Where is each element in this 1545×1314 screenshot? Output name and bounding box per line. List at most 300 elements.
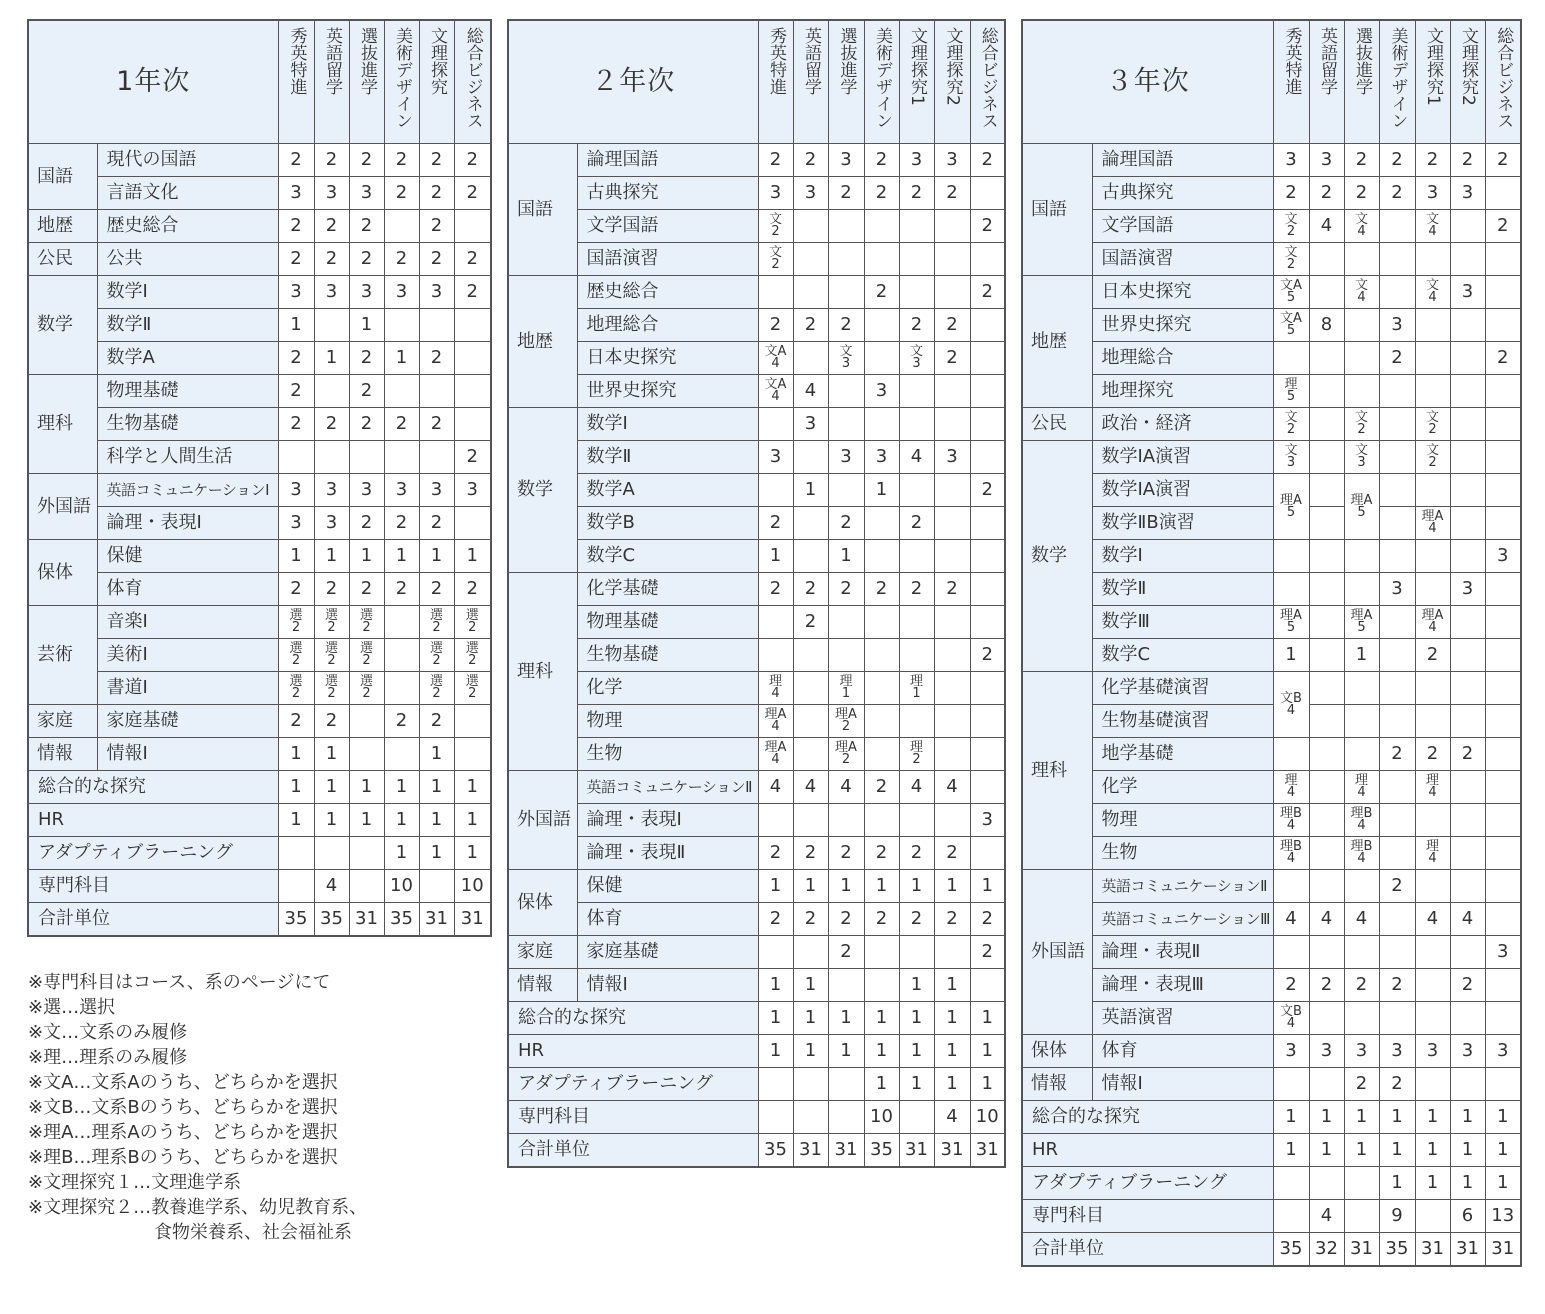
credit-cell: 1 <box>278 738 314 771</box>
credit-cell: 1 <box>1485 1101 1521 1134</box>
credit-cell <box>1415 507 1450 540</box>
credit-cell: 1 <box>419 738 454 771</box>
credit-note: 文 3 <box>909 344 923 371</box>
credit-cell <box>828 1101 864 1134</box>
credit-note: 文A 4 <box>764 344 787 371</box>
subject-category: 地歴 <box>28 210 97 243</box>
subject-name: 数学ⅡB演習 <box>1092 507 1273 540</box>
credit-cell: 1 <box>349 309 384 342</box>
subject-name: 数学ⅠA演習 <box>1092 474 1273 507</box>
credit-cell <box>934 639 970 672</box>
credit-cell <box>970 573 1005 606</box>
credit-cell <box>1379 243 1415 276</box>
table-row <box>1022 1002 1521 1035</box>
credit-cell: 2 <box>1415 639 1450 672</box>
credit-cell: 2 <box>278 705 314 738</box>
credit-cell: 2 <box>314 243 349 276</box>
credit-cell <box>1415 969 1450 1002</box>
credit-cell <box>1485 870 1521 903</box>
credit-cell <box>349 441 384 474</box>
credit-cell: 31 <box>419 903 454 937</box>
credit-cell: 1 <box>970 1035 1005 1068</box>
credit-cell <box>454 672 491 705</box>
credit-cell <box>1485 903 1521 936</box>
row-label: HR <box>28 804 278 837</box>
credit-cell <box>1309 936 1344 969</box>
subject-name: 論理・表現Ⅱ <box>577 837 758 870</box>
credit-cell <box>758 936 793 969</box>
credit-cell <box>1415 474 1450 507</box>
subject-name: 古典探究 <box>1092 177 1273 210</box>
credit-cell: 2 <box>314 144 349 177</box>
credit-cell: 2 <box>349 210 384 243</box>
table-row <box>1022 1167 1521 1200</box>
credit-cell <box>1273 936 1309 969</box>
credit-cell: 35 <box>1273 1233 1309 1267</box>
course-header: 文理探究1 <box>899 20 934 144</box>
credit-cell <box>1485 408 1521 441</box>
credit-cell <box>758 375 793 408</box>
table-row <box>28 375 491 408</box>
subject-name: 化学基礎 <box>577 573 758 606</box>
credit-cell: 1 <box>1273 639 1309 672</box>
credit-cell <box>1344 837 1379 870</box>
subject-name: 数学Ⅱ <box>577 441 758 474</box>
credit-note: 文A 4 <box>764 377 787 404</box>
table-row <box>1022 705 1521 738</box>
credit-cell <box>384 672 419 705</box>
credit-cell <box>1273 870 1309 903</box>
credit-cell: 2 <box>828 903 864 936</box>
credit-cell <box>1379 441 1415 474</box>
credit-cell: 2 <box>454 177 491 210</box>
credit-cell: 2 <box>1379 342 1415 375</box>
table-row <box>1022 1101 1521 1134</box>
credit-cell: 3 <box>1450 177 1485 210</box>
subject-name: 情報Ⅰ <box>577 969 758 1002</box>
credit-cell: 2 <box>934 177 970 210</box>
credit-cell <box>864 936 899 969</box>
credit-cell: 3 <box>1379 309 1415 342</box>
credit-cell: 2 <box>758 903 793 936</box>
credit-cell: 3 <box>934 144 970 177</box>
credit-cell: 1 <box>828 1002 864 1035</box>
credit-cell <box>1379 375 1415 408</box>
credit-cell <box>1309 771 1344 804</box>
subject-name: 体育 <box>1092 1035 1273 1068</box>
credit-cell: 2 <box>864 177 899 210</box>
row-label: 専門科目 <box>508 1101 758 1134</box>
credit-cell <box>1415 705 1450 738</box>
credit-cell: 1 <box>419 837 454 870</box>
subject-name: 論理・表現Ⅱ <box>1092 936 1273 969</box>
subject-category: 数学 <box>508 408 577 573</box>
credit-cell: 2 <box>828 507 864 540</box>
table-row <box>508 243 1005 276</box>
credit-cell <box>314 639 349 672</box>
credit-note: 選 2 <box>289 641 303 668</box>
credit-cell: 10 <box>864 1101 899 1134</box>
credit-cell: 1 <box>384 540 419 573</box>
credit-cell <box>454 639 491 672</box>
credit-note: 理A 5 <box>1280 492 1302 520</box>
credit-cell <box>1415 573 1450 606</box>
credit-cell: 31 <box>970 1134 1005 1168</box>
year-title: ２年次 <box>508 20 758 144</box>
course-header: 秀英特進 <box>278 20 314 144</box>
credit-cell <box>278 870 314 903</box>
table-row <box>1022 243 1521 276</box>
credit-cell <box>1485 639 1521 672</box>
footnote-line: 食物栄養系、社会福祉系 <box>28 1222 352 1243</box>
credit-cell: 1 <box>419 771 454 804</box>
credit-cell <box>970 738 1005 771</box>
credit-note: 文 2 <box>1425 410 1439 437</box>
subject-name: 化学基礎演習 <box>1092 672 1273 705</box>
credit-cell: 2 <box>278 573 314 606</box>
credit-note: 理 1 <box>839 674 853 701</box>
table-row <box>28 540 491 573</box>
credit-cell <box>1309 474 1344 507</box>
credit-cell: 2 <box>419 210 454 243</box>
credit-cell <box>1344 672 1379 705</box>
table-row <box>1022 276 1521 309</box>
subject-name: 生物基礎演習 <box>1092 705 1273 738</box>
credit-cell: 2 <box>793 309 828 342</box>
table-row <box>1022 804 1521 837</box>
table-row <box>508 408 1005 441</box>
credit-cell <box>1415 540 1450 573</box>
credit-cell <box>793 936 828 969</box>
credit-cell <box>1415 276 1450 309</box>
credit-cell <box>1415 408 1450 441</box>
credit-cell: 2 <box>349 144 384 177</box>
credit-cell <box>1450 309 1485 342</box>
credit-cell: 2 <box>758 309 793 342</box>
credit-cell <box>1344 408 1379 441</box>
table-row <box>508 375 1005 408</box>
table-row <box>28 507 491 540</box>
credit-note: 選 2 <box>465 608 479 635</box>
credit-cell <box>970 342 1005 375</box>
credit-cell <box>1273 342 1309 375</box>
credit-note: 理A 5 <box>1280 608 1302 635</box>
credit-cell <box>454 342 491 375</box>
credit-cell <box>1450 771 1485 804</box>
credit-cell: 2 <box>349 375 384 408</box>
curriculum-table-year3 <box>1021 19 1522 1267</box>
subject-category: 保体 <box>1022 1035 1092 1068</box>
credit-cell: 35 <box>314 903 349 937</box>
credit-cell: 2 <box>758 837 793 870</box>
credit-cell: 2 <box>278 375 314 408</box>
credit-note: 選 2 <box>289 674 303 701</box>
row-label: 合計単位 <box>1022 1233 1273 1267</box>
subject-name: 政治・経済 <box>1092 408 1273 441</box>
credit-cell <box>349 870 384 903</box>
subject-category: 理科 <box>28 375 97 474</box>
credit-cell <box>758 1068 793 1101</box>
credit-cell <box>1379 639 1415 672</box>
credit-cell <box>1415 210 1450 243</box>
credit-cell <box>899 210 934 243</box>
credit-cell <box>758 606 793 639</box>
subject-category: 理科 <box>508 573 577 771</box>
credit-note: 選 2 <box>429 641 443 668</box>
table-row <box>1022 573 1521 606</box>
credit-cell: 1 <box>454 540 491 573</box>
credit-cell: 2 <box>934 342 970 375</box>
credit-cell: 2 <box>934 903 970 936</box>
subject-name: 地学基礎 <box>1092 738 1273 771</box>
credit-cell <box>1450 441 1485 474</box>
course-header: 総合ビジネス <box>970 20 1005 144</box>
credit-cell <box>1450 342 1485 375</box>
credit-cell: 3 <box>314 276 349 309</box>
table-row <box>508 903 1005 936</box>
table-row <box>1022 936 1521 969</box>
credit-cell <box>1344 1002 1379 1035</box>
credit-cell <box>934 276 970 309</box>
credit-cell: 2 <box>1344 969 1379 1002</box>
subject-name: 数学Ⅰ <box>97 276 278 309</box>
credit-cell: 2 <box>419 342 454 375</box>
subject-name: 体育 <box>97 573 278 606</box>
credit-cell: 3 <box>1309 1035 1344 1068</box>
credit-cell: 1 <box>970 870 1005 903</box>
credit-cell <box>758 474 793 507</box>
credit-cell: 3 <box>349 474 384 507</box>
credit-cell <box>419 639 454 672</box>
table-row <box>1022 1233 1521 1267</box>
credit-cell: 2 <box>828 837 864 870</box>
credit-cell <box>970 837 1005 870</box>
credit-note: 文 4 <box>1425 212 1439 239</box>
credit-cell <box>1309 276 1344 309</box>
table-row <box>508 276 1005 309</box>
credit-cell <box>454 309 491 342</box>
subject-name: 歴史総合 <box>577 276 758 309</box>
credit-cell <box>454 210 491 243</box>
credit-cell <box>278 639 314 672</box>
table-row <box>508 738 1005 771</box>
credit-cell: 2 <box>384 507 419 540</box>
credit-cell <box>1309 573 1344 606</box>
credit-cell: 2 <box>314 210 349 243</box>
subject-name: 日本史探究 <box>1092 276 1273 309</box>
table-row <box>1022 1035 1521 1068</box>
curriculum-table-year1 <box>27 19 492 937</box>
table-row <box>508 606 1005 639</box>
credit-cell: 4 <box>758 771 793 804</box>
subject-name: 英語演習 <box>1092 1002 1273 1035</box>
credit-cell: 1 <box>1379 1134 1415 1167</box>
credit-cell <box>1485 375 1521 408</box>
credit-cell: 3 <box>454 474 491 507</box>
credit-cell <box>864 969 899 1002</box>
credit-cell: 1 <box>278 804 314 837</box>
table-row <box>508 144 1005 177</box>
table-row <box>1022 507 1521 540</box>
credit-cell <box>1450 1002 1485 1035</box>
table-row <box>28 177 491 210</box>
table-row <box>28 210 491 243</box>
subject-name: 公共 <box>97 243 278 276</box>
credit-cell: 1 <box>384 342 419 375</box>
credit-cell: 2 <box>384 573 419 606</box>
credit-cell <box>899 1101 934 1134</box>
subject-name: 論理・表現Ⅰ <box>97 507 278 540</box>
credit-cell: 1 <box>793 1035 828 1068</box>
subject-name: 国語演習 <box>577 243 758 276</box>
credit-cell <box>384 309 419 342</box>
credit-cell: 1 <box>1450 1167 1485 1200</box>
credit-cell: 2 <box>454 243 491 276</box>
credit-cell <box>278 606 314 639</box>
credit-cell <box>864 210 899 243</box>
credit-cell: 31 <box>1485 1233 1521 1267</box>
credit-cell <box>793 441 828 474</box>
credit-cell: 2 <box>1309 969 1344 1002</box>
table-row <box>1022 540 1521 573</box>
credit-cell: 3 <box>1379 573 1415 606</box>
credit-cell <box>1344 342 1379 375</box>
credit-cell: 2 <box>970 639 1005 672</box>
credit-cell <box>864 738 899 771</box>
credit-cell: 1 <box>1415 1134 1450 1167</box>
table-row <box>28 342 491 375</box>
credit-note: 理B 4 <box>1350 839 1373 866</box>
course-header: 文理探究2 <box>1450 20 1485 144</box>
credit-note: 選 2 <box>359 608 373 635</box>
credit-cell <box>899 540 934 573</box>
table-row <box>508 177 1005 210</box>
subject-category: 情報 <box>1022 1068 1092 1101</box>
credit-cell: 2 <box>314 705 349 738</box>
credit-note: 文 2 <box>768 245 782 272</box>
credit-cell <box>1309 375 1344 408</box>
credit-cell <box>899 672 934 705</box>
credit-cell <box>758 342 793 375</box>
credit-cell <box>419 870 454 903</box>
credit-cell <box>1485 1002 1521 1035</box>
row-label: HR <box>508 1035 758 1068</box>
credit-cell: 1 <box>314 738 349 771</box>
subject-name: 数学A <box>577 474 758 507</box>
credit-cell: 2 <box>454 573 491 606</box>
footnote-line: ※文A…文系Aのうち、どちらかを選択 <box>28 1072 338 1093</box>
credit-cell <box>828 210 864 243</box>
subject-name: 数学Ⅰ <box>1092 540 1273 573</box>
subject-name: 言語文化 <box>97 177 278 210</box>
credit-cell <box>1415 1068 1450 1101</box>
credit-note: 理A 5 <box>1350 608 1373 635</box>
credit-cell <box>899 408 934 441</box>
credit-cell: 2 <box>1450 969 1485 1002</box>
subject-name: 書道Ⅰ <box>97 672 278 705</box>
credit-cell <box>758 804 793 837</box>
table-row <box>508 474 1005 507</box>
credit-cell <box>1309 870 1344 903</box>
credit-cell: 3 <box>1450 276 1485 309</box>
credit-cell: 1 <box>899 870 934 903</box>
subject-category: 国語 <box>28 144 97 210</box>
table-row <box>28 837 491 870</box>
subject-name: 論理・表現Ⅲ <box>1092 969 1273 1002</box>
credit-cell <box>1485 804 1521 837</box>
credit-cell: 1 <box>278 771 314 804</box>
credit-cell: 4 <box>934 1101 970 1134</box>
table-row <box>28 408 491 441</box>
credit-cell: 3 <box>1273 144 1309 177</box>
credit-cell <box>970 672 1005 705</box>
credit-cell: 2 <box>1485 342 1521 375</box>
credit-cell: 1 <box>758 870 793 903</box>
credit-cell <box>1273 573 1309 606</box>
credit-cell <box>419 309 454 342</box>
table-row <box>508 672 1005 705</box>
row-label: 総合的な探究 <box>28 771 278 804</box>
credit-cell: 31 <box>454 903 491 937</box>
credit-cell <box>1344 375 1379 408</box>
credit-cell: 1 <box>899 1002 934 1035</box>
credit-cell: 1 <box>1379 1101 1415 1134</box>
credit-cell: 2 <box>970 936 1005 969</box>
credit-cell <box>970 177 1005 210</box>
credit-note: 理B 4 <box>1280 839 1302 866</box>
credit-cell <box>1450 804 1485 837</box>
credit-cell: 4 <box>314 870 349 903</box>
credit-cell: 2 <box>278 210 314 243</box>
credit-cell <box>384 606 419 639</box>
credit-note: 理B 4 <box>1350 806 1373 833</box>
subject-name: 地理総合 <box>1092 342 1273 375</box>
credit-cell <box>1415 375 1450 408</box>
subject-name: 情報Ⅰ <box>1092 1068 1273 1101</box>
table-row <box>508 1035 1005 1068</box>
credit-cell <box>934 705 970 738</box>
credit-cell <box>314 441 349 474</box>
credit-cell <box>1450 408 1485 441</box>
credit-cell: 3 <box>278 507 314 540</box>
credit-cell <box>1485 672 1521 705</box>
credit-cell <box>970 771 1005 804</box>
subject-category: 公民 <box>28 243 97 276</box>
credit-cell: 1 <box>314 771 349 804</box>
table-row <box>1022 672 1521 705</box>
credit-cell <box>1379 672 1415 705</box>
table-row <box>508 1002 1005 1035</box>
credit-cell: 4 <box>1309 903 1344 936</box>
course-header: 美術デザイン <box>1379 20 1415 144</box>
credit-note: 選 2 <box>324 641 338 668</box>
credit-cell <box>1273 309 1309 342</box>
credit-cell: 3 <box>384 474 419 507</box>
credit-cell: 2 <box>758 507 793 540</box>
credit-cell <box>1273 375 1309 408</box>
credit-cell <box>1309 1167 1344 1200</box>
credit-cell <box>1344 870 1379 903</box>
credit-cell: 3 <box>1450 1035 1485 1068</box>
credit-note: 選 2 <box>465 674 479 701</box>
credit-cell: 2 <box>278 408 314 441</box>
credit-cell: 2 <box>1344 144 1379 177</box>
credit-cell <box>349 705 384 738</box>
credit-cell <box>419 375 454 408</box>
credit-cell: 2 <box>899 177 934 210</box>
credit-cell: 2 <box>349 408 384 441</box>
credit-cell <box>793 507 828 540</box>
